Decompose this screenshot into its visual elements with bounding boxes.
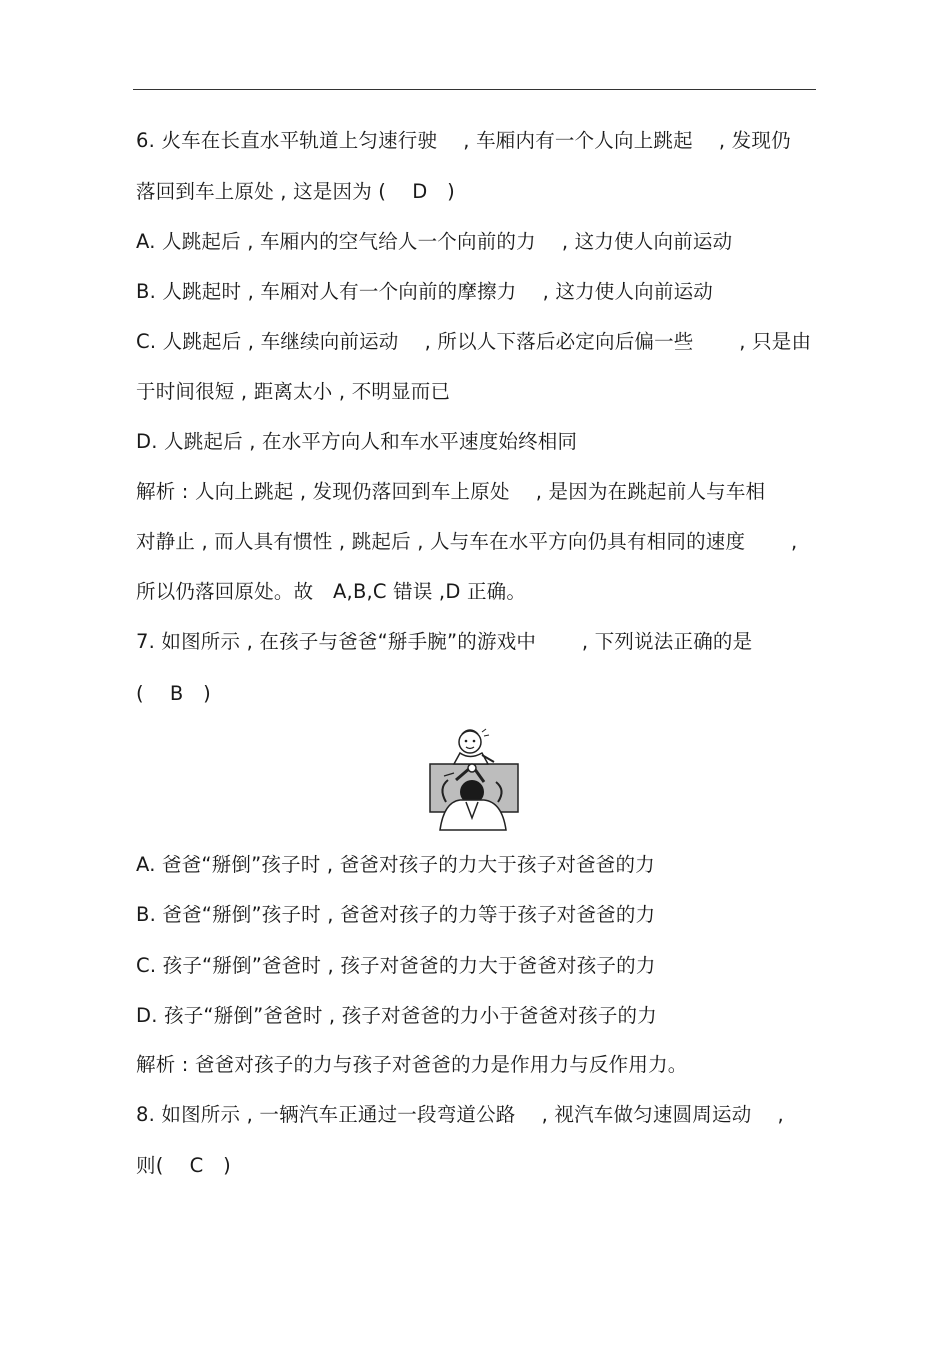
q7-option-a: A. 爸爸“掰倒”孩子时 , 爸爸对孩子的力大于孩子对爸爸的力 — [136, 853, 655, 876]
q8-stem-line-1: 8. 如图所示 , 一辆汽车正通过一段弯道公路 , 视汽车做匀速圆周运动 , — [136, 1103, 784, 1126]
q6-analysis-line-2: 对静止 , 而人具有惯性 , 跳起后 , 人与车在水平方向仍具有相同的速度 , — [136, 530, 798, 553]
q6-option-c-line-1: C. 人跳起后 , 车继续向前运动 , 所以人下落后必定向后偏一些 , 只是由 — [136, 330, 812, 353]
q7-option-c: C. 孩子“掰倒”爸爸时 , 孩子对爸爸的力大于爸爸对孩子的力 — [136, 954, 656, 977]
q7-analysis: 解析 : 爸爸对孩子的力与孩子对爸爸的力是作用力与反作用力。 — [136, 1053, 688, 1076]
q6-option-b: B. 人跳起时 , 车厢对人有一个向前的摩擦力 , 这力使人向前运动 — [136, 280, 713, 303]
q7-option-d: D. 孩子“掰倒”爸爸时 , 孩子对爸爸的力小于爸爸对孩子的力 — [136, 1004, 657, 1027]
q6-option-c-line-2: 于时间很短 , 距离太小 , 不明显而已 — [136, 380, 451, 403]
q8-answer: 则( C ) — [136, 1154, 231, 1177]
q6-stem-line-2: 落回到车上原处 , 这是因为 ( D ) — [136, 180, 455, 203]
q6-stem-line-1: 6. 火车在长直水平轨道上匀速行驶 , 车厢内有一个人向上跳起 , 发现仍 — [136, 129, 791, 152]
q6-analysis-line-3: 所以仍落回原处。故 A,B,C 错误 ,D 正确。 — [136, 580, 527, 603]
q7-answer: ( B ) — [136, 682, 211, 705]
header-rule — [133, 89, 816, 90]
q7-option-b: B. 爸爸“掰倒”孩子时 , 爸爸对孩子的力等于孩子对爸爸的力 — [136, 903, 656, 926]
q6-analysis-line-1: 解析 : 人向上跳起 , 发现仍落回到车上原处 , 是因为在跳起前人与车相 — [136, 480, 766, 503]
q6-option-a: A. 人跳起后 , 车厢内的空气给人一个向前的力 , 这力使人向前运动 — [136, 230, 733, 253]
q6-option-d: D. 人跳起后 , 在水平方向人和车水平速度始终相同 — [136, 430, 578, 453]
q7-stem-line-1: 7. 如图所示 , 在孩子与爸爸“掰手腕”的游戏中 , 下列说法正确的是 — [136, 630, 753, 653]
arm-wrestling-illustration-icon — [426, 722, 522, 832]
